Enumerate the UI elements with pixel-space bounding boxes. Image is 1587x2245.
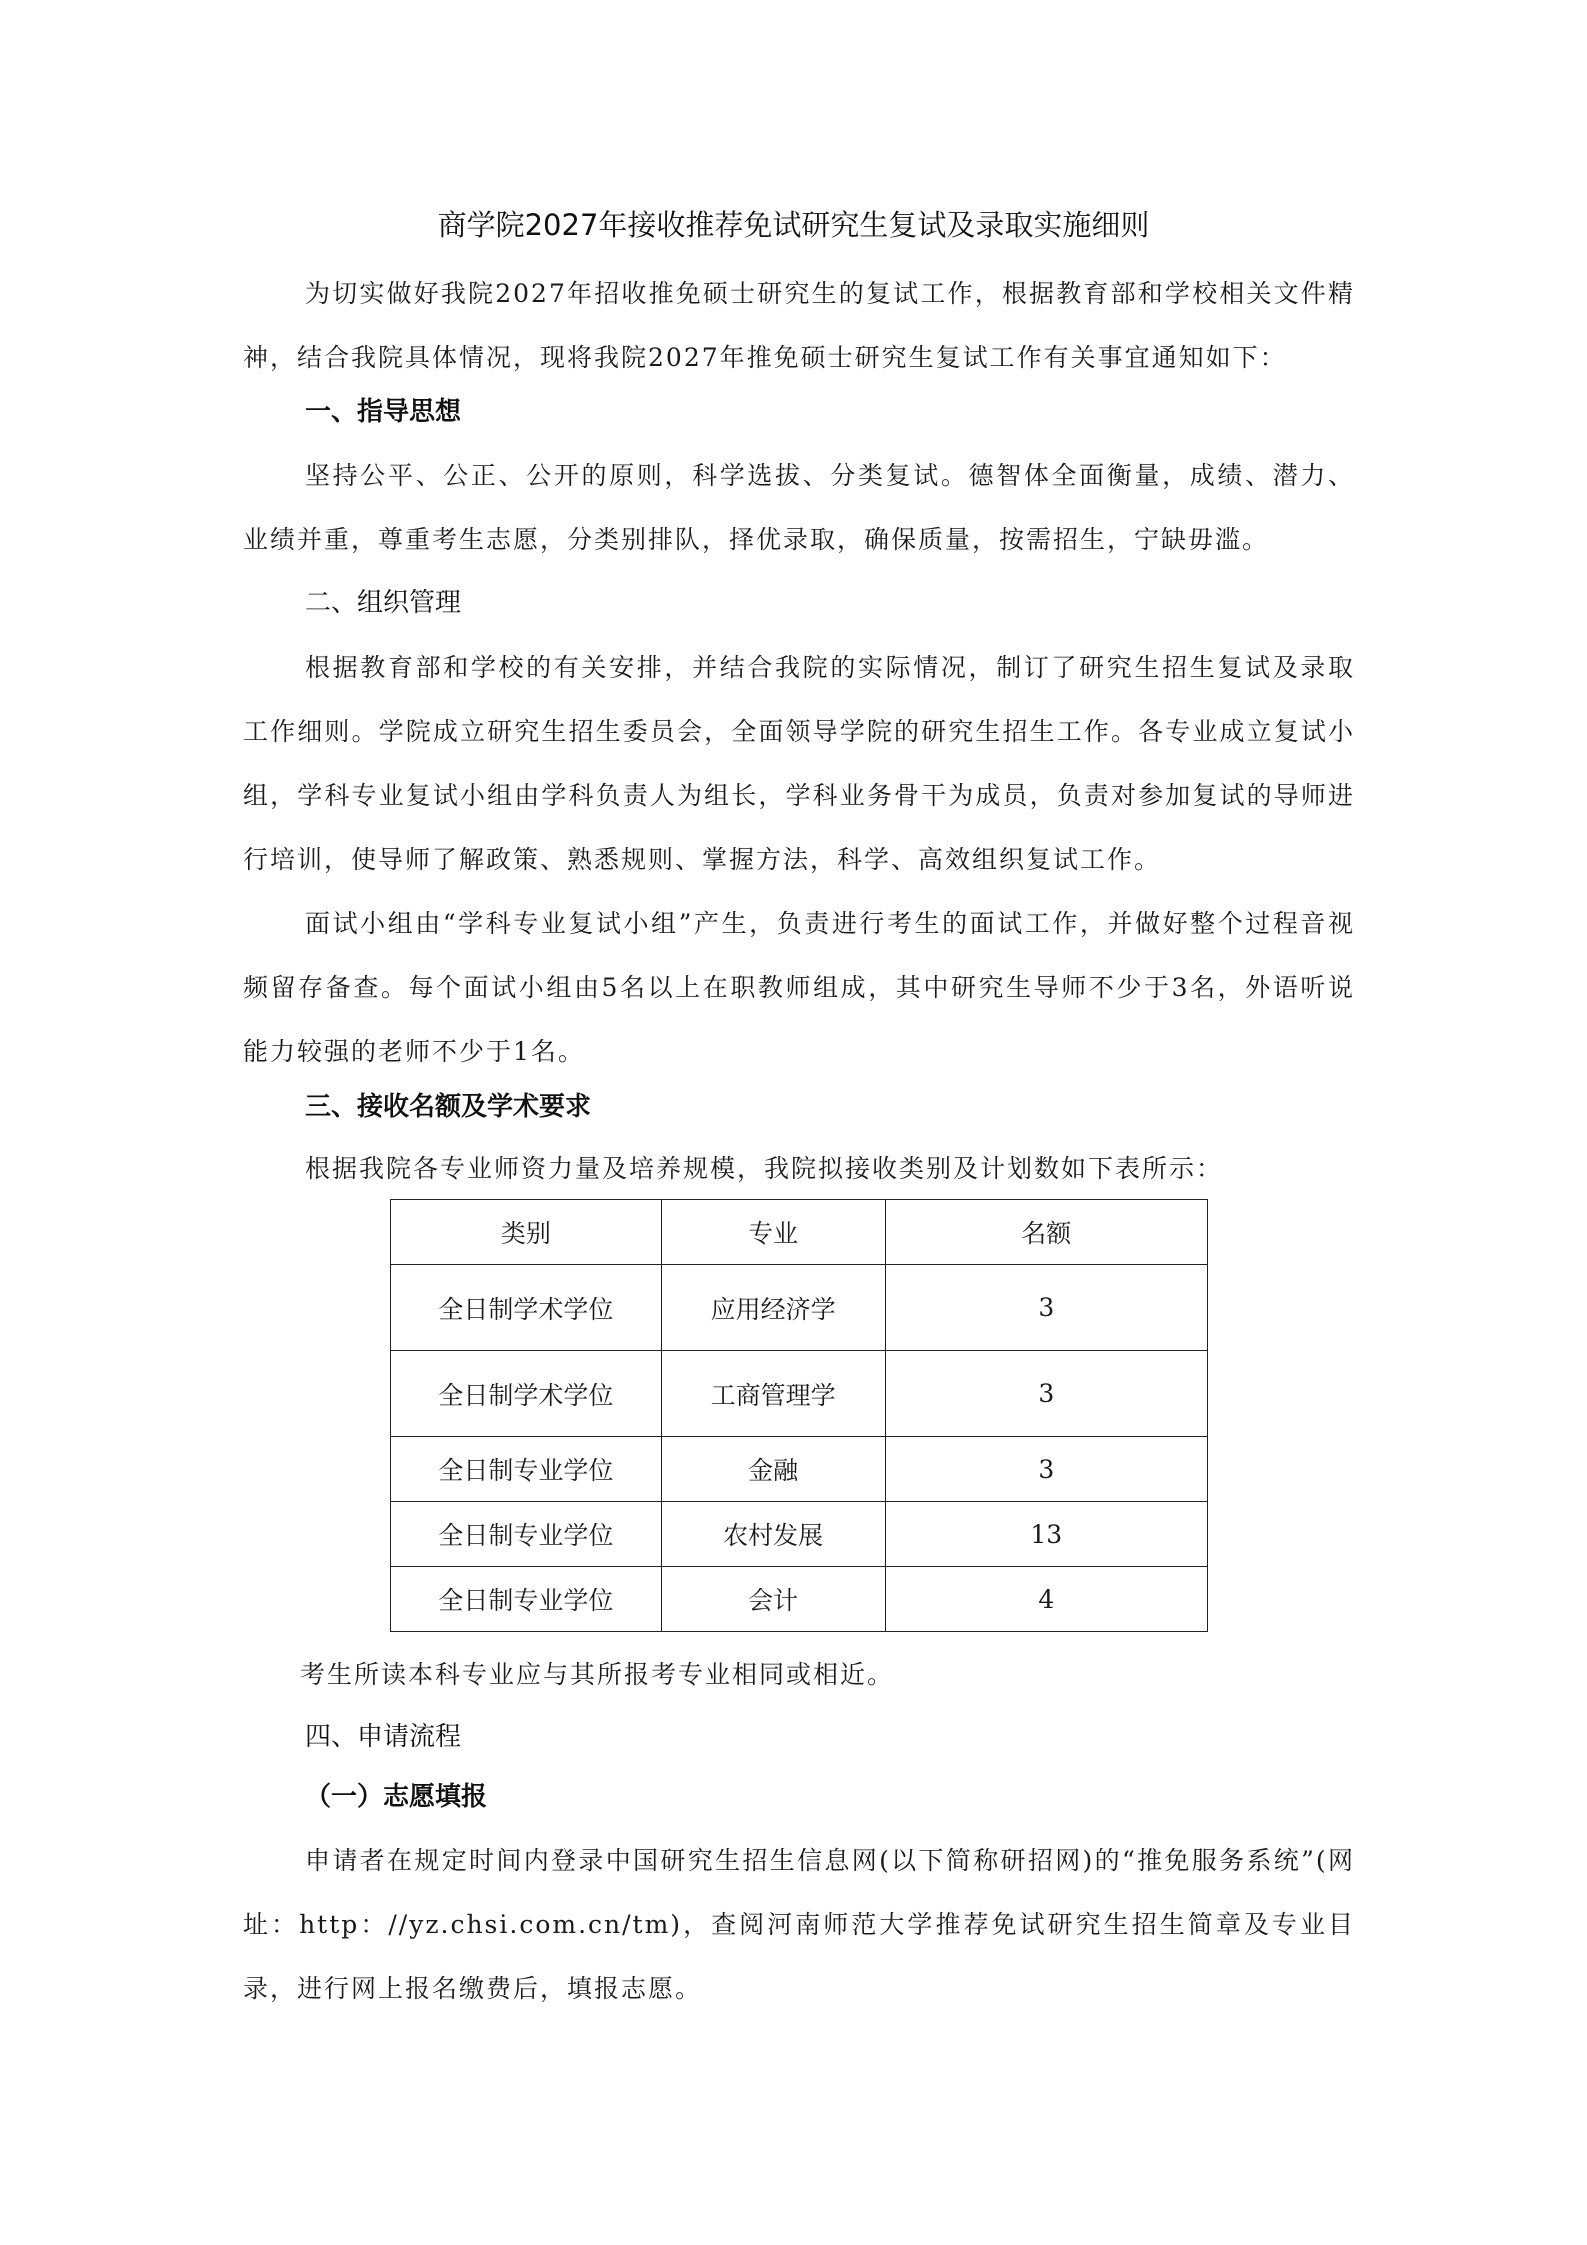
section-3-note: 考生所读本科专业应与其所报考专业相同或相近。 (300, 1660, 895, 1689)
table-header-quota: 名额 (885, 1200, 1207, 1265)
section-1-heading: 一、指导思想 (305, 397, 462, 427)
section-3-body: 根据我院各专业师资力量及培养规模，我院拟接收类别及计划数如下表所示： (305, 1154, 1224, 1183)
section-2-body-1: 根据教育部和学校的有关安排，并结合我院的实际情况，制订了研究生招生复试及录取工作细则。学院成立研究生招生委员会，全面领导学院的研究生招生工作。各专业成立复试小组，学科专业复试小组由学科负责人为组长，学科业务骨干为成员，负责对参加复试的导师进行培训，使导师了解政策、熟悉规则、掌握方法，科学、高效组织复试工作。 (243, 653, 1355, 874)
table-cell-major: 应用经济学 (661, 1265, 885, 1351)
table-cell-major: 农村发展 (661, 1502, 885, 1567)
table-header-major: 专业 (661, 1200, 885, 1265)
table-cell-category: 全日制专业学位 (391, 1567, 662, 1632)
table-cell-major: 会计 (661, 1567, 885, 1632)
table-row (391, 1567, 1208, 1632)
table-cell-major: 金融 (661, 1437, 885, 1502)
table-row (391, 1437, 1208, 1502)
document-title: 商学院2027年接收推荐免试研究生复试及录取实施细则 (437, 208, 1150, 242)
table-cell-quota: 3 (885, 1265, 1207, 1351)
table-cell-category: 全日制专业学位 (391, 1437, 662, 1502)
section-2-body-2: 面试小组由“学科专业复试小组”产生，负责进行考生的面试工作，并做好整个过程音视频留存备查。每个面试小组由5名以上在职教师组成，其中研究生导师不少于3名，外语听说能力较强的老师不少于1名。 (243, 909, 1355, 1066)
section-1-body: 坚持公平、公正、公开的原则，科学选拔、分类复试。德智体全面衡量，成绩、潜力、业绩并重，尊重考生志愿，分类别排队，择优录取，确保质量，按需招生，宁缺毋滥。 (243, 461, 1355, 554)
intro-paragraph: 为切实做好我院2027年招收推免硕士研究生的复试工作，根据教育部和学校相关文件精神，结合我院具体情况，现将我院2027年推免硕士研究生复试工作有关事宜通知如下： (243, 279, 1355, 372)
table-header-row (391, 1200, 1208, 1265)
table-cell-major: 工商管理学 (661, 1351, 885, 1437)
section-4-sub-1-body: 申请者在规定时间内登录中国研究生招生信息网(以下简称研招网)的“推免服务系统”(网址：http：//yz.chsi.com.cn/tm)，查阅河南师范大学推荐免试研究生招生简章及专业目录，进行网上报名缴费后，填报志愿。 (243, 1846, 1355, 2003)
section-2-heading: 二、组织管理 (305, 588, 462, 618)
quota-table (390, 1199, 1208, 1632)
table-cell-category: 全日制学术学位 (391, 1265, 662, 1351)
table-cell-category: 全日制学术学位 (391, 1351, 662, 1437)
table-cell-category: 全日制专业学位 (391, 1502, 662, 1567)
section-4-heading: 四、申请流程 (305, 1722, 462, 1752)
table-row (391, 1351, 1208, 1437)
table-cell-quota: 3 (885, 1437, 1207, 1502)
section-4-sub-1-heading: （一）志愿填报 (305, 1782, 488, 1812)
table-cell-quota: 13 (885, 1502, 1207, 1567)
table-cell-quota: 3 (885, 1351, 1207, 1437)
section-3-heading: 三、接收名额及学术要求 (305, 1092, 592, 1122)
table-row (391, 1265, 1208, 1351)
table-cell-quota: 4 (885, 1567, 1207, 1632)
table-header-category: 类别 (391, 1200, 662, 1265)
table-row (391, 1502, 1208, 1567)
